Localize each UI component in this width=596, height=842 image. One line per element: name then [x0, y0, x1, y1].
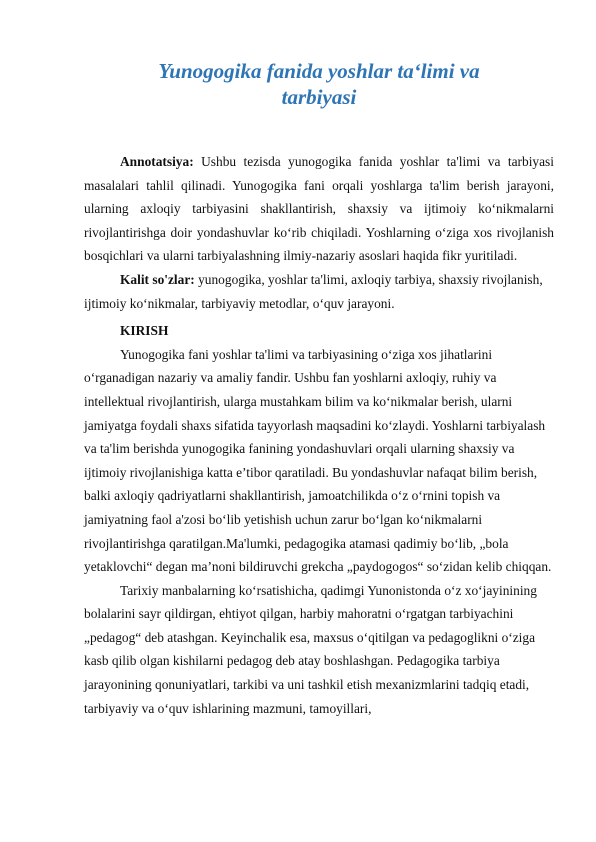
annotation-label: Annotatsiya: — [120, 154, 194, 169]
body-paragraph-1: Yunogogika fani yoshlar ta'limi va tarbiyasining o‘ziga xos jihatlarini o‘rganadigan nazariy va amaliy fandir. Ushbu fan yoshlarni axloqiy, ruhiy va intellektual rivojlantirish, ularga mustahkam bilim va ko‘nikmalar berish, ularni jamiyatga foydali shaxs sifatida tayyorlash maqsadini ko‘zlaydi. Yoshlarni tarbiyalash va ta'lim berishda yunogogika fanining yondashuvlari orqali ularning shaxsiy va ijtimoiy rivojlanishiga katta e’tibor qaratiladi. Bu yondashuvlar nafaqat bilim berish, balki axloqiy qadriyatlarni shakllantirish, jamoatchilikda o‘z o‘rnini topish va jamiyatning faol a'zosi bo‘lib yetishish uchun zarur bo‘lgan ko‘nikmalarni rivojlantirishga qaratilgan.Ma'lumki, pedagogika atamasi qadimiy bo‘lib, „bola yetaklovchi“ degan ma’noni bildiruvchi grekcha „paydogogos“ so‘zidan kelib chiqqan. — [84, 346, 552, 575]
keywords-text: yunogogika, yoshlar ta'limi, axloqiy tarbiya, shaxsiy rivojlanish, ijtimoiy ko‘nikmalar, tarbiyaviy metodlar, o‘quv jarayoni. — [84, 271, 543, 311]
annotation-paragraph — [84, 150, 554, 268]
keywords-label: Kalit so'zlar: — [120, 271, 195, 287]
title-line-1: Yunogogika fanida yoshlar ta‘limi va — [158, 59, 480, 83]
title-line-2: tarbiyasi — [281, 85, 357, 109]
document-title — [84, 58, 554, 110]
body-paragraph-2: Tarixiy manbalarning ko‘rsatishicha, qadimgi Yunonistonda o‘z xo‘jayinining bolalarini sayr qildirgan, ehtiyot qilgan, harbiy mahoratni o‘rgatgan tarbiyachini „pedagog“ deb atashgan. Keyinchalik esa, maxsus o‘qitilgan va pedagoglikni o‘ziga kasb qilib olgan kishilarni pedagog deb atay boshlashgan. Pedagogika tarbiya jarayonining qonuniyatlari, tarkibi va uni tashkil etish mexanizmlarini tadqiq etadi, tarbiyaviy va o‘quv ishlarining mazmuni, tamoyillari, — [84, 582, 537, 716]
annotation-text: Ushbu tezisda yunogogika fanida yoshlar ta'limi va tarbiyasi masalalari tahlil qilinadi. Yunogogika fani orqali yoshlarga ta'lim berish jarayoni, ularning axloqiy tarbiyasini shakllantirish, shaxsiy va ijtimoiy ko‘nikmalarni rivojlantirishga doir yondashuvlar ko‘rib chiqiladi. Yoshlarning o‘ziga xos rivojlanish bosqichlari va ularni tarbiyalashning ilmiy-nazariy asoslari haqida fikr yuritiladi. — [84, 154, 554, 264]
document-body — [84, 150, 554, 720]
keywords-paragraph — [84, 268, 554, 315]
section-heading: KIRISH — [120, 323, 169, 339]
